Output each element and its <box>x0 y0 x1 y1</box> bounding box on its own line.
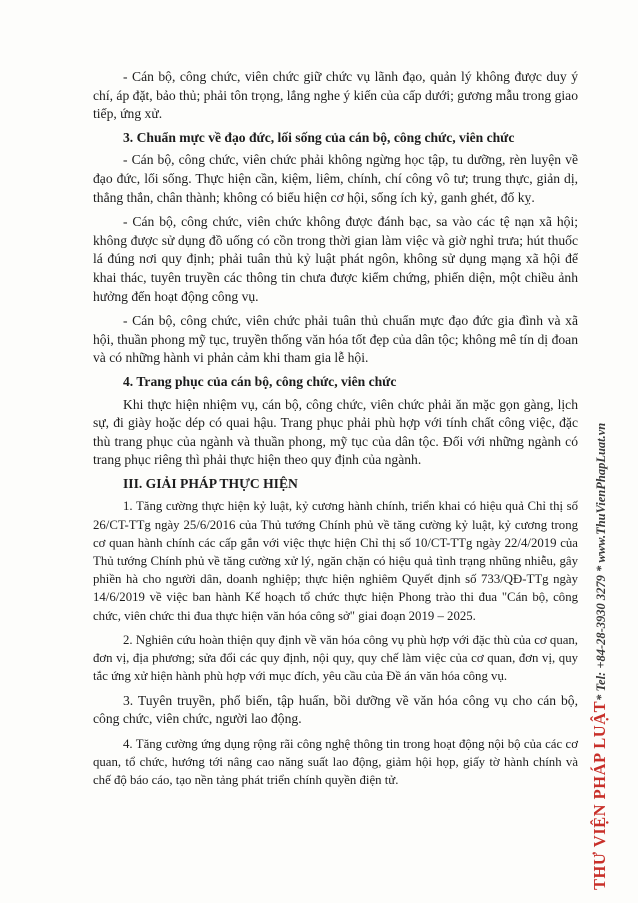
section-heading-attire: 4. Trang phục của cán bộ, công chức, viên chức <box>123 373 397 389</box>
paragraph-ethics-family: - Cán bộ, công chức, viên chức phải tuân thủ chuẩn mực đạo đức gia đình và xã hội, thuần phong mỹ tục, truyền thống văn hóa tốt đẹp của dân tộc; không mê tín dị đoan và có những hành vi phản cảm khi tham gia lễ hội. <box>93 313 578 366</box>
watermark <box>590 150 610 890</box>
watermark-contact: * Tel: +84-28-3930 3279 * www.ThuVienPhapLuat.vn <box>594 422 608 701</box>
watermark-name: THƯ VIỆN PHÁP LUẬT <box>590 700 609 890</box>
paragraph-ethics-study: - Cán bộ, công chức, viên chức phải không ngừng học tập, tu dưỡng, rèn luyện về đạo đức, lối sống. Thực hiện cần, kiệm, liêm, chính, chí công vô tư; trung thực, giản dị, thẳng thắn, chân thành; không có biểu hiện cơ hội, sống ích kỷ, ganh ghét, đố kỵ. <box>93 152 578 205</box>
paragraph-leadership-conduct: - Cán bộ, công chức, viên chức giữ chức vụ lãnh đạo, quản lý không được duy ý chí, áp đặt, bảo thủ; phải tôn trọng, lắng nghe ý kiến của cấp dưới; gương mẫu trong giao tiếp, ứng xử. <box>93 69 578 122</box>
paragraph-solution-2: 2. Nghiên cứu hoàn thiện quy định về văn hóa công vụ phù hợp với đặc thù của cơ quan, đơn vị, địa phương; sửa đổi các quy định, nội quy, quy chế làm việc của cơ quan, đơn vị, quy tắc ứng xử hiện hành phù hợp với mục đích, yêu cầu của Đề án văn hóa công vụ. <box>93 632 578 684</box>
paragraph-solution-4: 4. Tăng cường ứng dụng rộng rãi công nghệ thông tin trong hoạt động nội bộ của các cơ quan, tổ chức, hướng tới nâng cao năng suất lao động, giảm hội họp, giấy tờ hành chính và chế độ báo cáo, tạo nền tảng phát triển chính quyền điện tử. <box>93 736 578 788</box>
paragraph-solution-3: 3. Tuyên truyền, phổ biến, tập huấn, bồi dưỡng về văn hóa công vụ cho cán bộ, công chức, viên chức, người lao động. <box>93 692 578 727</box>
document-body <box>93 68 578 789</box>
section-heading-ethics: 3. Chuẩn mực về đạo đức, lối sống của cán bộ, công chức, viên chức <box>123 129 515 145</box>
paragraph-ethics-prohibitions: - Cán bộ, công chức, viên chức không được đánh bạc, sa vào các tệ nạn xã hội; không được sử dụng đồ uống có cồn trong thời gian làm việc và giờ nghỉ trưa; hút thuốc lá đúng nơi quy định; phải tuân thủ kỷ luật phát ngôn, không sử dụng mạng xã hội để khai thác, tuyên truyền các thông tin chưa được kiểm chứng, phiến diện, một chiều ảnh hưởng đến hoạt động công vụ. <box>93 214 578 304</box>
paragraph-solution-1: 1. Tăng cường thực hiện kỷ luật, kỷ cương hành chính, triển khai có hiệu quả Chỉ thị số 26/CT-TTg ngày 25/6/2016 của Thủ tướng Chính phủ về tăng cường kỷ luật, kỷ cương trong cơ quan hành chính các cấp gắn với việc thực hiện Chỉ thị số 10/CT-TTg ngày 22/4/2019 của Thủ tướng Chính phủ về tăng cường xử lý, ngăn chặn có hiệu quả tình trạng nhũng nhiễu, gây phiền hà cho người dân, doanh nghiệp; thực hiện nghiêm Quyết định số 733/QĐ-TTg ngày 14/6/2019 về việc ban hành Kế hoạch tổ chức thực hiện Phong trào thi đua "Cán bộ, công chức, viên chức thi đua thực hiện văn hóa công sở" giai đoạn 2019 – 2025. <box>93 499 578 623</box>
paragraph-attire: Khi thực hiện nhiệm vụ, cán bộ, công chức, viên chức phải ăn mặc gọn gàng, lịch sự, đi giày hoặc dép có quai hậu. Trang phục phải phù hợp với tính chất công việc, đặc thù trang phục của ngành và thuần phong, mỹ tục của dân tộc. Đối với những ngành có trang phục riêng thì phải thực hiện theo quy định của ngành. <box>93 396 578 468</box>
section-heading-solutions: III. GIẢI PHÁP THỰC HIỆN <box>123 475 298 491</box>
